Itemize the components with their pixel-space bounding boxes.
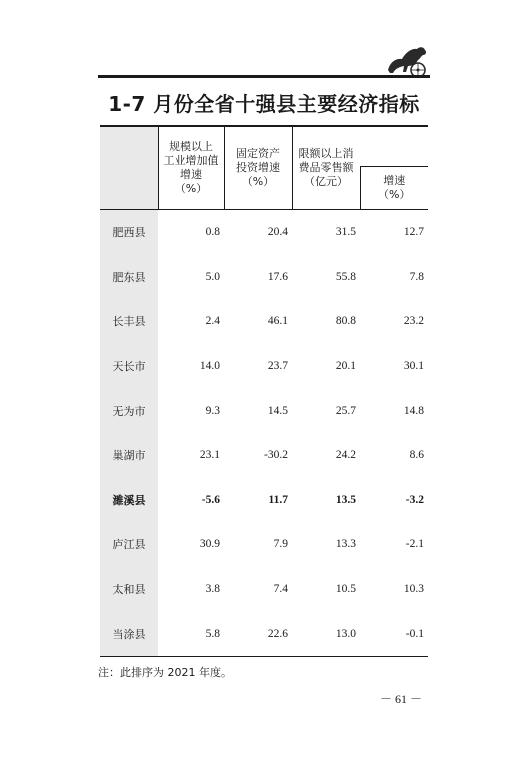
page-title: 1-7 月份全省十强县主要经济指标	[108, 92, 420, 116]
industry-cell: -5.6	[201, 493, 220, 506]
indicator-table-container	[100, 125, 428, 657]
county-name-cell: 庐江县	[100, 522, 158, 567]
retail-cell: 20.1	[335, 360, 356, 373]
industry-cell: 2.4	[205, 315, 220, 328]
header-retail-growth: 增速 （%）	[360, 167, 428, 210]
indicator-table	[100, 125, 428, 657]
table-body	[100, 210, 428, 657]
retail-growth-cell: -0.1	[360, 611, 428, 656]
table-row	[100, 567, 428, 612]
header-retail-growth-spacer	[360, 126, 428, 167]
retail-growth-cell: -2.1	[405, 538, 424, 551]
investment-cell: 22.6	[224, 611, 292, 656]
table-row	[100, 299, 428, 344]
footnote: 注：此排序为 2021 年度。	[98, 666, 232, 679]
county-name-cell: 巢湖市	[100, 433, 158, 478]
investment-cell: 14.5	[267, 404, 288, 417]
industry-cell: 5.8	[158, 611, 224, 656]
retail-cell: 13.0	[292, 611, 360, 656]
retail-cell: 80.8	[335, 315, 356, 328]
industry-cell: 30.9	[199, 538, 220, 551]
retail-cell: 10.5	[335, 583, 356, 596]
header-industry: 规模以上 工业增加值 增速 （%）	[158, 126, 224, 210]
table-row	[100, 433, 428, 478]
retail-cell: 31.5	[335, 226, 356, 239]
investment-cell: 7.4	[273, 583, 288, 596]
investment-cell: 20.4	[267, 226, 288, 239]
retail-growth-cell: -3.2	[405, 493, 424, 506]
investment-cell: 23.7	[267, 360, 288, 373]
retail-growth-cell: 12.7	[403, 226, 424, 239]
industry-cell: 0.8	[205, 226, 220, 239]
investment-cell: 7.9	[273, 538, 288, 551]
industry-cell: 9.3	[205, 404, 220, 417]
investment-cell: 46.1	[267, 315, 288, 328]
retail-growth-cell: 8.6	[409, 449, 424, 462]
header-county	[100, 126, 158, 210]
retail-cell: 13.3	[335, 538, 356, 551]
retail-growth-cell: 7.8	[409, 270, 424, 283]
table-row	[100, 522, 428, 567]
table-row	[100, 611, 428, 656]
county-name-cell: 长丰县	[100, 299, 158, 344]
county-name-cell: 太和县	[100, 567, 158, 612]
retail-growth-cell: 30.1	[403, 360, 424, 373]
industry-cell: 5.0	[205, 270, 220, 283]
retail-cell: 13.5	[335, 493, 356, 506]
investment-cell: 17.6	[267, 270, 288, 283]
industry-cell: 14.0	[199, 360, 220, 373]
page-number: － 61 －	[380, 692, 423, 706]
county-name-cell: 肥西县	[100, 210, 158, 255]
retail-growth-cell: 23.2	[403, 315, 424, 328]
table-row	[100, 478, 428, 523]
county-name-cell: 无为市	[100, 388, 158, 433]
county-name-cell: 濉溪县	[100, 478, 158, 523]
header-investment: 固定资产 投资增速 （%）	[224, 126, 292, 210]
header-retail: 限额以上消 费品零售额 （亿元）	[292, 126, 360, 210]
retail-cell: 24.2	[335, 449, 356, 462]
industry-cell: 3.8	[205, 583, 220, 596]
table-row	[100, 210, 428, 255]
county-name-cell: 肥东县	[100, 255, 158, 300]
retail-cell: 25.7	[335, 404, 356, 417]
county-name-cell: 当涂县	[100, 611, 158, 656]
top-rule	[98, 75, 430, 78]
retail-growth-cell: 10.3	[403, 583, 424, 596]
horse-chariot-logo-icon	[384, 40, 430, 80]
investment-cell: -30.2	[264, 449, 288, 462]
retail-growth-cell: 14.8	[403, 404, 424, 417]
industry-cell: 23.1	[199, 449, 220, 462]
table-row	[100, 255, 428, 300]
retail-cell: 55.8	[335, 270, 356, 283]
table-row	[100, 388, 428, 433]
table-row	[100, 344, 428, 389]
county-name-cell: 天长市	[100, 344, 158, 389]
investment-cell: 11.7	[268, 493, 288, 506]
